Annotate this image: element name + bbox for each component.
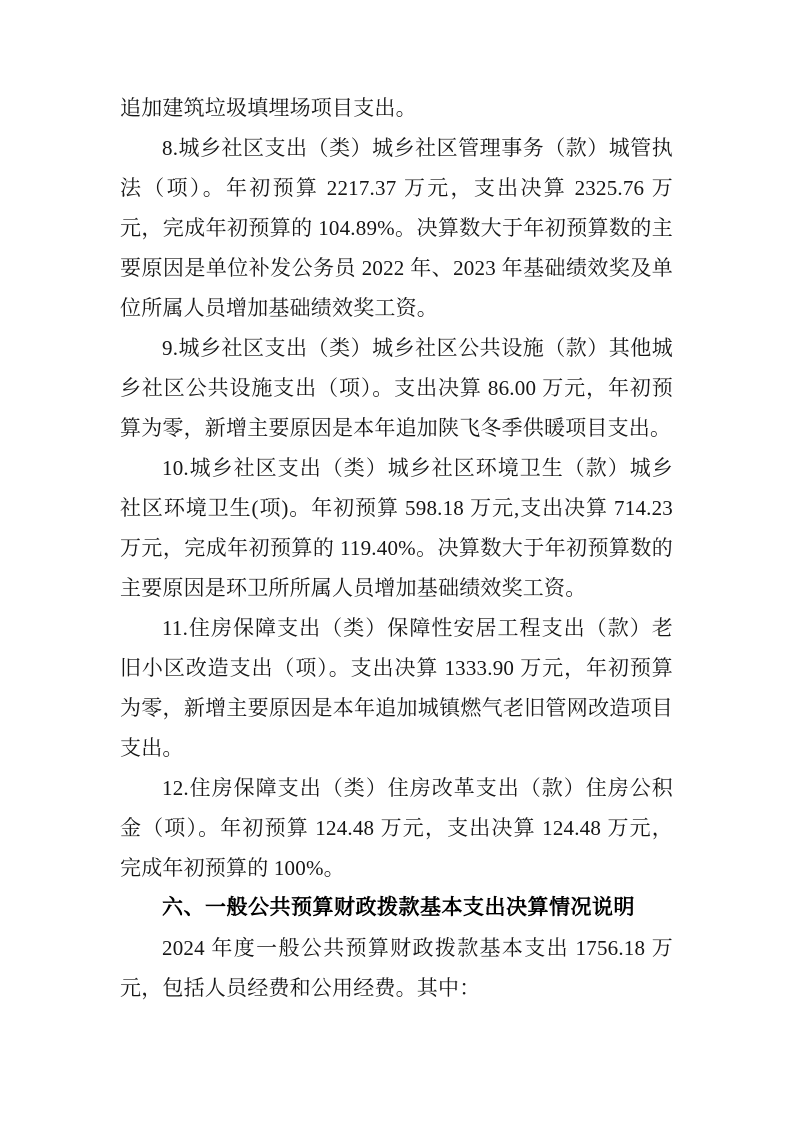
paragraph-item-12: 12.住房保障支出（类）住房改革支出（款）住房公积金（项）。年初预算 124.48 万元，支出决算 124.48 万元，完成年初预算的 100%。 [120,776,673,880]
paragraph-item-10: 10.城乡社区支出（类）城乡社区环境卫生（款）城乡社区环境卫生(项)。年初预算 598.18 万元,支出决算 714.23 万元，完成年初预算的 119.40%。决算数大于年初预算数的主要原因是环卫所所属人员增加基础绩效奖工资。 [120,456,673,600]
paragraph-item-9: 9.城乡社区支出（类）城乡社区公共设施（款）其他城乡社区公共设施支出（项）。支出决算 86.00 万元，年初预算为零，新增主要原因是本年追加陕飞冬季供暖项目支出。 [120,336,673,440]
paragraph-item-11: 11.住房保障支出（类）保障性安居工程支出（款）老旧小区改造支出（项）。支出决算 1333.90 万元，年初预算为零，新增主要原因是本年追加城镇燃气老旧管网改造项目支出。 [120,616,673,760]
paragraph-continuation: 追加建筑垃圾填埋场项目支出。 [120,96,417,120]
paragraph-item-8: 8.城乡社区支出（类）城乡社区管理事务（款）城管执法（项）。年初预算 2217.37 万元，支出决算 2325.76 万元，完成年初预算的 104.89%。决算数大于年初预算数的主要原因是单位补发公务员 2022 年、2023 年基础绩效奖及单位所属人员增加基础绩效奖工资。 [120,136,673,320]
paragraph-basic-expenditure-summary: 2024 年度一般公共预算财政拨款基本支出 1756.18 万元，包括人员经费和公用经费。其中： [120,936,673,1000]
document-body [120,88,673,1008]
section-heading-six: 六、一般公共预算财政拨款基本支出决算情况说明 [162,896,635,919]
